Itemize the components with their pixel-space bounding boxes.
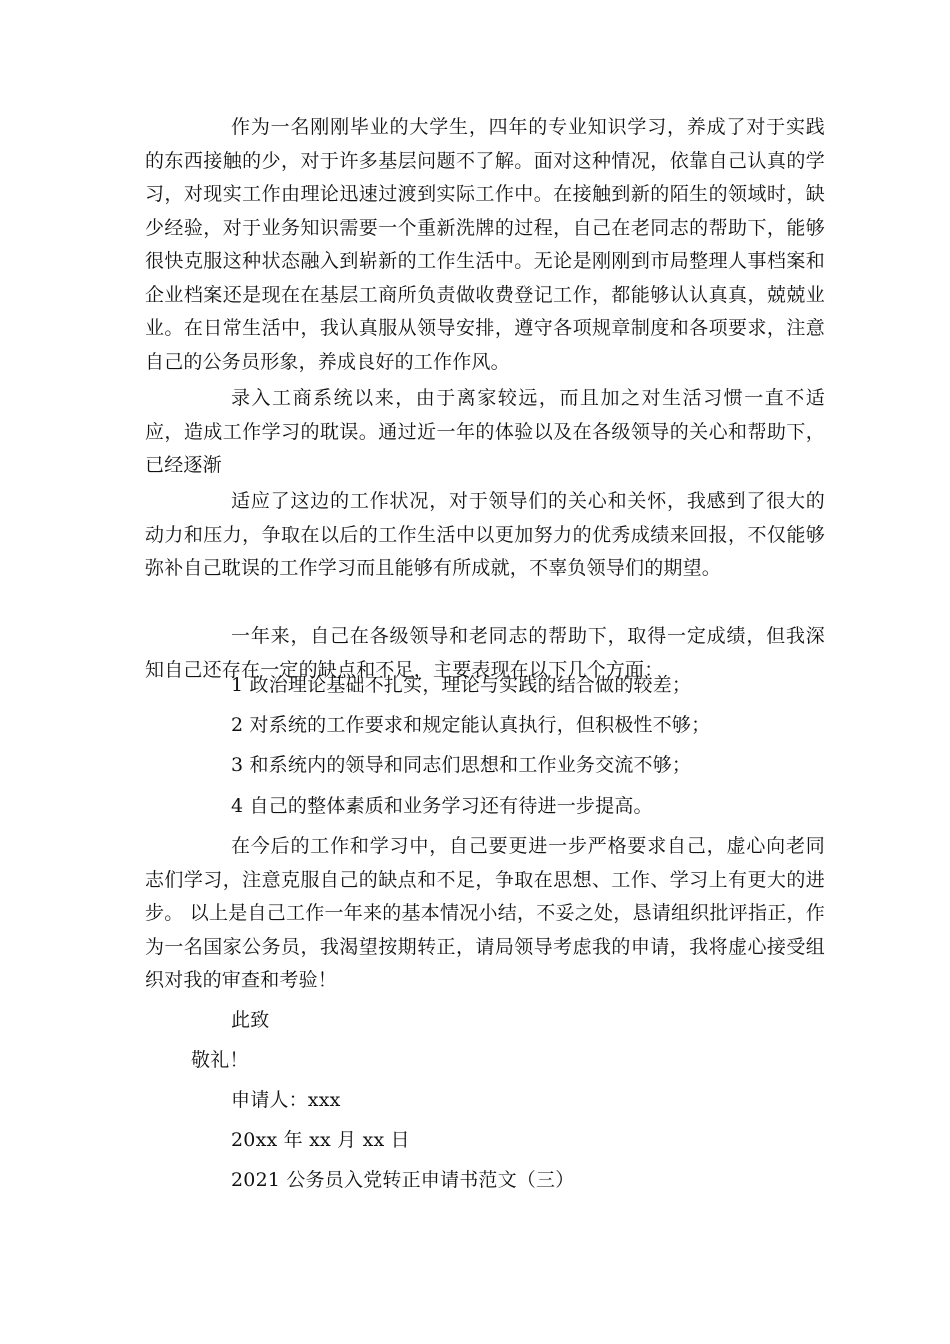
paragraph-4: 一年来，自己在各级领导和老同志的帮助下，取得一定成绩，但我深知自己还存在一定的缺点和不足，主要表现在以下几个方面：	[145, 625, 825, 681]
next-title: 2021 公务员入党转正申请书范文（三）	[231, 1169, 575, 1191]
applicant-line: 申请人：xxx	[231, 1089, 341, 1111]
paragraph-1: 作为一名刚刚毕业的大学生，四年的专业知识学习，养成了对于实践的东西接触的少，对于许多基层问题不了解。面对这种情况，依靠自己认真的学习，对现实工作由理论迅速过渡到实际工作中。在接触到新的陌生的领域时，缺少经验，对于业务知识需要一个重新洗牌的过程，自己在老同志的帮助下，能够很快克服这种状态融入到崭新的工作生活中。无论是刚刚到市局整理人事档案和企业档案还是现在在基层工商所负责做收费登记工作，都能够认认真真，兢兢业业。在日常生活中，我认真服从领导安排，遵守各项规章制度和各项要求，注意自己的公务员形象，养成良好的工作作风。	[145, 116, 825, 373]
paragraph-2: 录入工商系统以来，由于离家较远，而且加之对生活习惯一直不适应，造成工作学习的耽误。通过近一年的体验以及在各级领导的关心和帮助下，已经逐渐	[145, 387, 825, 476]
list-item-4: 4 自己的整体素质和业务学习还有待进一步提高。	[231, 795, 653, 817]
list-item-1: 1 政治理论基础不扎实，理论与实践的结合做的较差；	[231, 674, 692, 696]
closing-paragraph: 在今后的工作和学习中，自己要更进一步严格要求自己，虚心向老同志们学习，注意克服自己的缺点和不足，争取在思想、工作、学习上有更大的进步。 以上是自己工作一年来的基本情况小结，不妥之处，恳请组织批评指正，作为一名国家公务员，我渴望按期转正，请局领导考虑我的申请，我将虚心接受组织对我的审查和考验！	[145, 835, 825, 991]
salutation-this: 此致	[231, 1009, 270, 1031]
date-line: 20xx 年 xx 月 xx 日	[231, 1129, 410, 1151]
paragraph-3: 适应了这边的工作状况，对于领导们的关心和关怀，我感到了很大的动力和压力，争取在以后的工作生活中以更加努力的优秀成绩来回报，不仅能够弥补自己耽误的工作学习而且能够有所成就，不辜负领导们的期望。	[145, 490, 825, 579]
list-item-2: 2 对系统的工作要求和规定能认真执行，但积极性不够；	[231, 714, 711, 736]
salutation-regards: 敬礼！	[191, 1049, 249, 1071]
list-item-3: 3 和系统内的领导和同志们思想和工作业务交流不够；	[231, 754, 692, 776]
